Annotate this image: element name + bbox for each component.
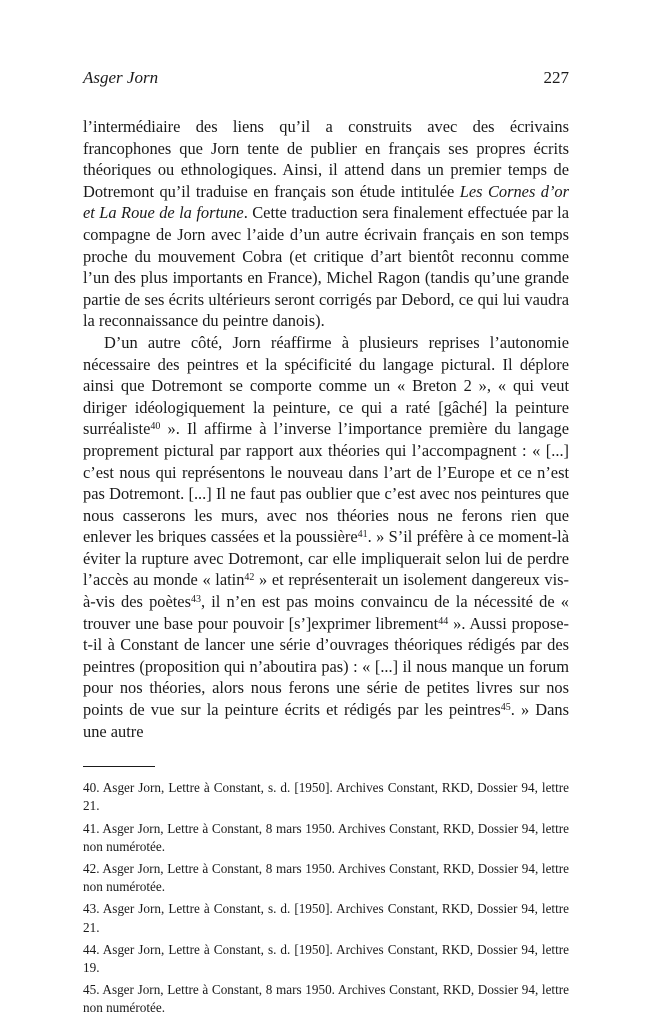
- body-text: [83, 116, 569, 742]
- paragraph-2-text-6: ». Aussi propose-t-il à Constant de lancer une série d’ouvrages théoriques rédigés par des peintres (proposition qui n’aboutira pas) : « [...] il nous manque un forum pour nos théories, alors nous ferons une série de petites livres sur nos points de vue sur la peinture écrits et rédigés par les peintres: [83, 613, 569, 720]
- footnote-ref-40[interactable]: 40: [150, 421, 161, 433]
- book-page: [83, 68, 569, 1022]
- footnote-ref-45[interactable]: 45: [500, 702, 511, 714]
- footnote-ref-43[interactable]: 43: [190, 594, 201, 606]
- paragraph-1-text-b: . Cette traduction sera finalement effectuée par la compagne de Jorn avec l’aide d’un autre écrivain français en son temps proche du mouvement Cobra (et critique d’art bientôt reconnu comme l’un des plus importants en France), Michel Ragon (tandis qu’une grande partie de ses écrits ultérieurs seront corrigés par Debord, ce qui lui vaudra la reconnaissance du peintre danois).: [83, 203, 570, 331]
- page-header: [83, 68, 569, 96]
- paragraph-1: [83, 116, 569, 332]
- running-head: Asger Jorn: [83, 68, 159, 87]
- footnote-40: 40. Asger Jorn, Lettre à Constant, s. d. [1950]. Archives Constant, RKD, Dossier 94, lettre 21.: [83, 780, 569, 814]
- paragraph-2-text-7: . » Dans une autre: [83, 700, 569, 741]
- paragraph-2-text-1: D’un autre côté, Jorn réaffirme à plusieurs reprises l’autonomie nécessaire des peintres et la spécificité du langage pictural. Il déplore ainsi que Dotremont se comporte comme un « Breton 2 », « qui veut diriger idéologiquement la peinture, ce qui a raté [gâché] la peinture surréaliste: [83, 332, 569, 439]
- footnote-43: 43. Asger Jorn, Lettre à Constant, s. d. [1950]. Archives Constant, RKD, Dossier 94, lettre 21.: [83, 901, 569, 935]
- footnote-45: 45. Asger Jorn, Lettre à Constant, 8 mars 1950. Archives Constant, RKD, Dossier 94, lettre non numérotée.: [83, 982, 569, 1016]
- paragraph-2-text-4: » et représenterait un isolement dangereux vis-à-vis des poètes: [83, 570, 569, 612]
- paragraph-2-text-2: ». Il affirme à l’inverse l’importance première du langage proprement pictural par rapport aux théories qui l’accompagnent : « [...] c’est nous qui représentons le nouveau dans l’art de l’Europe et ce n’est pas Dotremont. [...] Il ne faut pas oublier que c’est avec nos peintures que nous casserons les murs, avec nos théories nous ne ferons rien que enlever les briques cassées et la poussière: [83, 419, 569, 547]
- work-title: Les Cornes d’or et La Roue de la fortune: [83, 181, 569, 223]
- footnote-ref-42[interactable]: 42: [244, 572, 255, 584]
- paragraph-2: [83, 332, 569, 742]
- footnote-ref-44[interactable]: 44: [438, 615, 449, 627]
- footnote-ref-41[interactable]: 41: [357, 529, 368, 541]
- paragraph-2-text-5: , il n’en est pas moins convaincu de la nécessité de « trouver une base pour pouvoir [s’]exprimer librement: [83, 592, 569, 633]
- footnote-41: 41. Asger Jorn, Lettre à Constant, 8 mars 1950. Archives Constant, RKD, Dossier 94, lettre non numérotée.: [83, 820, 569, 854]
- footnote-42: 42. Asger Jorn, Lettre à Constant, 8 mars 1950. Archives Constant, RKD, Dossier 94, lettre non numérotée.: [83, 861, 569, 895]
- footnotes: [83, 779, 569, 1017]
- paragraph-2-text-3: . » S’il préfère à ce moment-là éviter la rupture avec Dotremont, car elle impliquerait selon lui de perdre l’accès au monde « latin: [83, 527, 569, 590]
- page-number: 227: [543, 68, 569, 87]
- footnote-44: 44. Asger Jorn, Lettre à Constant, s. d. [1950]. Archives Constant, RKD, Dossier 94, lettre 19.: [83, 941, 569, 976]
- footnote-divider: [83, 766, 155, 767]
- paragraph-1-text-a: l’intermédiaire des liens qu’il a construits avec des écrivains francophones que Jorn tente de publier en français ses propres écrits théoriques ou ethnologiques. Ainsi, il attend dans un premier temps de Dotremont qu’il traduise en français son étude intitulée: [83, 117, 569, 201]
